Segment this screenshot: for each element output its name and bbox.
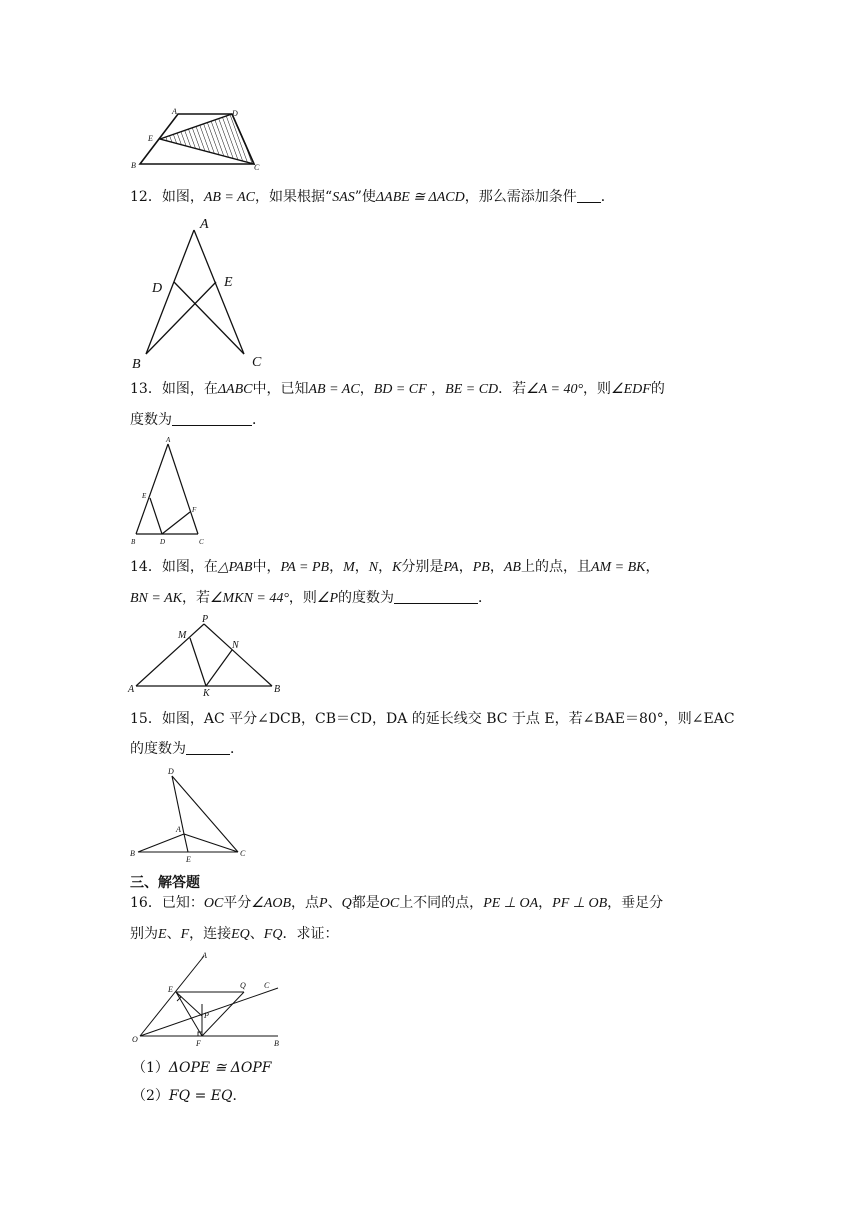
answer-blank-13[interactable] bbox=[172, 411, 252, 426]
svg-text:Q: Q bbox=[240, 981, 246, 990]
question-14: 14．如图，在△PAB中，PA = PB，M，N，K分别是PA，PB，AB上的点，且AM = BK， BN = AK，若∠MKN = 44°，则∠P的度数为 ． bbox=[130, 559, 660, 606]
svg-text:A: A bbox=[202, 951, 207, 960]
q12-number: 12． bbox=[130, 189, 162, 205]
figure-q11-trapezoid bbox=[128, 104, 268, 174]
answer-blank-12[interactable] bbox=[577, 188, 601, 203]
q14-number: 14． bbox=[130, 559, 162, 575]
answer-blank-14[interactable] bbox=[394, 589, 478, 604]
svg-text:A: A bbox=[200, 217, 209, 232]
svg-text:D: D bbox=[168, 767, 174, 776]
svg-text:P: P bbox=[204, 1011, 209, 1020]
question-13: 13．如图，在ΔABC中，已知AB = AC，BD = CF ，BE = CD．若∠A = 40°，则∠EDF的 度数为 ． bbox=[130, 381, 665, 428]
svg-text:C: C bbox=[264, 981, 270, 990]
svg-text:B: B bbox=[132, 357, 141, 372]
svg-text:D: D bbox=[160, 538, 166, 546]
svg-text:N: N bbox=[232, 640, 239, 651]
figure-q14 bbox=[126, 612, 296, 698]
q16-part-1: （1）ΔOPE ≅ ΔOPF bbox=[132, 1060, 272, 1076]
q15-number: 15． bbox=[130, 711, 162, 727]
fig11-label-a: A bbox=[172, 107, 177, 116]
figure-q12 bbox=[128, 214, 278, 374]
svg-text:C: C bbox=[240, 849, 246, 858]
q13-number: 13． bbox=[130, 381, 162, 397]
svg-text:F: F bbox=[196, 1039, 201, 1048]
svg-text:E: E bbox=[142, 492, 147, 500]
svg-text:E: E bbox=[186, 855, 191, 864]
svg-text:B: B bbox=[130, 849, 135, 858]
svg-text:E: E bbox=[224, 275, 233, 290]
fig11-label-b: B bbox=[131, 161, 136, 170]
question-12: 12．如图，AB = AC，如果根据“SAS”使ΔABE ≅ ΔACD，那么需添加条件 ． bbox=[130, 189, 615, 205]
svg-text:P: P bbox=[202, 614, 209, 625]
fig11-label-e: E bbox=[148, 134, 153, 143]
section-heading: 三、解答题 bbox=[130, 874, 200, 890]
svg-text:D: D bbox=[152, 281, 163, 296]
q16-number: 16． bbox=[130, 895, 162, 911]
svg-text:F: F bbox=[192, 506, 197, 514]
figure-q13 bbox=[128, 434, 218, 546]
svg-text:E: E bbox=[168, 985, 173, 994]
svg-text:O: O bbox=[132, 1035, 138, 1044]
svg-text:M: M bbox=[178, 630, 187, 641]
svg-text:A: A bbox=[176, 825, 181, 834]
svg-text:B: B bbox=[274, 1039, 279, 1048]
fig11-label-c: C bbox=[254, 163, 260, 172]
svg-text:C: C bbox=[252, 355, 262, 370]
svg-text:A: A bbox=[128, 684, 135, 695]
svg-text:B: B bbox=[274, 684, 281, 695]
svg-text:A: A bbox=[166, 436, 171, 444]
figure-q16 bbox=[128, 948, 288, 1050]
fig11-label-d: D bbox=[232, 109, 238, 118]
question-15: 15．如图，AC 平分∠DCB，CB＝CD，DA 的延长线交 BC 于点 E，若∠BAE＝80°，则∠EAC 的度数为 ． bbox=[130, 711, 735, 757]
question-16: 16．已知：OC平分∠AOB，点P、Q都是OC上不同的点，PE ⊥ OA，PF ⊥ OB，垂足分 别为E、F，连接EQ、FQ．求证： bbox=[130, 895, 664, 942]
svg-text:B: B bbox=[131, 538, 136, 546]
svg-text:K: K bbox=[203, 688, 210, 699]
figure-q15 bbox=[128, 764, 258, 866]
svg-text:C: C bbox=[199, 538, 204, 546]
answer-blank-15[interactable] bbox=[186, 740, 230, 755]
q16-part-2: （2）FQ = EQ． bbox=[132, 1088, 247, 1104]
